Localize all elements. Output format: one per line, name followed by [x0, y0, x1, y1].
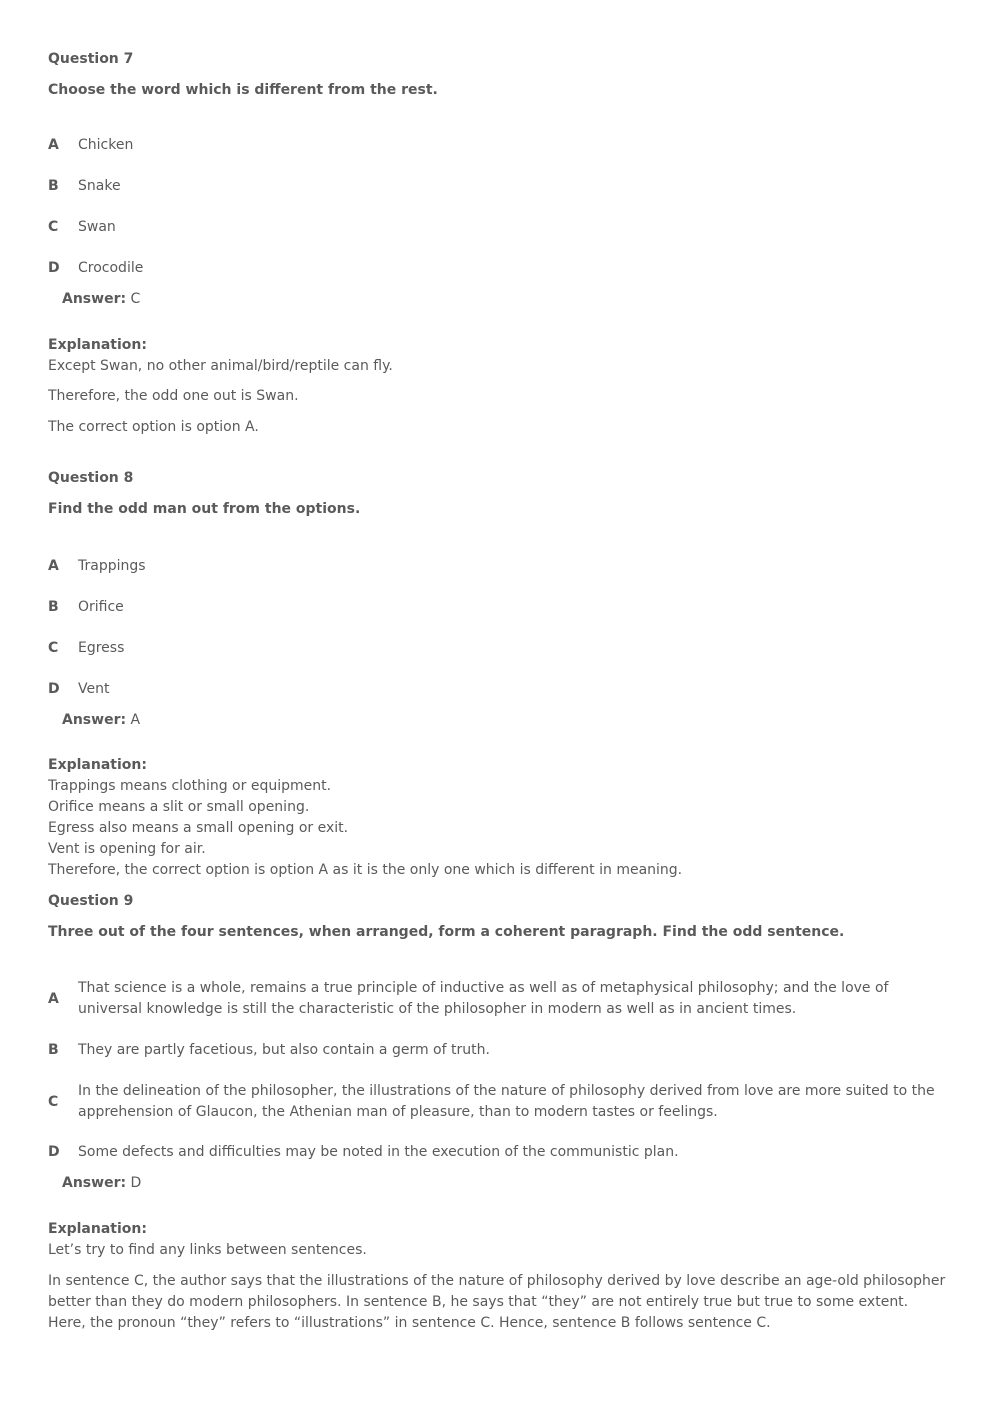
explanation-line: Vent is opening for air. — [48, 841, 206, 857]
option-key: A — [48, 137, 59, 153]
answer-label: Answer: — [62, 712, 127, 728]
question-title: Question 7 — [48, 51, 134, 67]
explanation-paragraph: In sentence C, the author says that the illustrations of the nature of philosophy derived by love describe an age-old philosopher better than they do modern philosophers. In sentence B, he says that “they” are not entirely true but true to some extent. Here, the pronoun “they” refers to “illustrations” in sentence C. Hence, sentence B follows sentence C. — [48, 1273, 946, 1331]
option-text: Swan — [78, 219, 116, 235]
question-prompt: Three out of the four sentences, when arranged, form a coherent paragraph. Find the odd sentence. — [48, 924, 845, 940]
option-text: Egress — [78, 640, 125, 656]
option-d — [48, 1142, 948, 1163]
question-title: Question 8 — [48, 470, 134, 486]
option-key: C — [48, 219, 59, 235]
option-b — [48, 597, 948, 618]
option-key: A — [48, 990, 59, 1007]
option-text: Trappings — [78, 558, 146, 574]
option-d — [48, 258, 948, 279]
explanation-line: Trappings means clothing or equipment. — [48, 778, 332, 794]
answer — [62, 710, 140, 731]
option-text: Snake — [78, 178, 121, 194]
option-text: That science is a whole, remains a true principle of inductive as well as of metaphysical philosophy; and the love of universal knowledge is still the characteristic of the philosopher in modern as well as in ancient times. — [78, 980, 889, 1017]
question-prompt: Find the odd man out from the options. — [48, 501, 361, 517]
question-prompt: Choose the word which is different from the rest. — [48, 82, 438, 98]
option-key: C — [48, 1093, 59, 1110]
option-key: B — [48, 178, 59, 194]
explanation-line: Except Swan, no other animal/bird/reptile can fly. — [48, 358, 393, 374]
option-c — [48, 217, 948, 238]
option-b — [48, 1040, 948, 1061]
answer-label: Answer: — [62, 291, 127, 307]
option-key: D — [48, 260, 60, 276]
option-key: D — [48, 1144, 60, 1160]
explanation-line: Therefore, the correct option is option A as it is the only one which is different in meaning. — [48, 862, 683, 878]
option-text: Chicken — [78, 137, 134, 153]
option-text: Crocodile — [78, 260, 144, 276]
option-key: A — [48, 558, 59, 574]
answer — [62, 1173, 141, 1194]
question-title: Question 9 — [48, 893, 134, 909]
explanation-label: Explanation: — [48, 337, 147, 353]
explanation-line: Therefore, the odd one out is Swan. — [48, 388, 299, 404]
explanation-line: The correct option is option A. — [48, 419, 259, 435]
option-c — [48, 1081, 948, 1123]
option-d — [48, 679, 948, 700]
answer-label: Answer: — [62, 1175, 127, 1191]
option-text: In the delineation of the philosopher, the illustrations of the nature of philosophy derived from love are more suited to the apprehension of Glaucon, the Athenian man of pleasure, than to modern tastes or feelings. — [78, 1083, 935, 1120]
option-a — [48, 135, 948, 156]
answer-value: D — [130, 1175, 142, 1191]
option-a — [48, 556, 948, 577]
option-text: Orifice — [78, 599, 124, 615]
option-key: C — [48, 640, 59, 656]
option-c — [48, 638, 948, 659]
option-text: Some defects and difficulties may be noted in the execution of the communistic plan. — [78, 1144, 679, 1160]
answer-value: A — [130, 712, 141, 728]
explanation-line: Let’s try to find any links between sentences. — [48, 1242, 367, 1258]
option-text: They are partly facetious, but also contain a germ of truth. — [78, 1042, 490, 1058]
option-key: B — [48, 599, 59, 615]
option-a — [48, 978, 948, 1020]
answer-value: C — [130, 291, 141, 307]
answer — [62, 289, 140, 310]
option-key: B — [48, 1042, 59, 1058]
explanation-label: Explanation: — [48, 1221, 147, 1237]
explanation-label: Explanation: — [48, 757, 147, 773]
explanation-line: Egress also means a small opening or exit. — [48, 820, 349, 836]
option-key: D — [48, 681, 60, 697]
explanation-line: Orifice means a slit or small opening. — [48, 799, 310, 815]
option-b — [48, 176, 948, 197]
option-text: Vent — [78, 681, 110, 697]
